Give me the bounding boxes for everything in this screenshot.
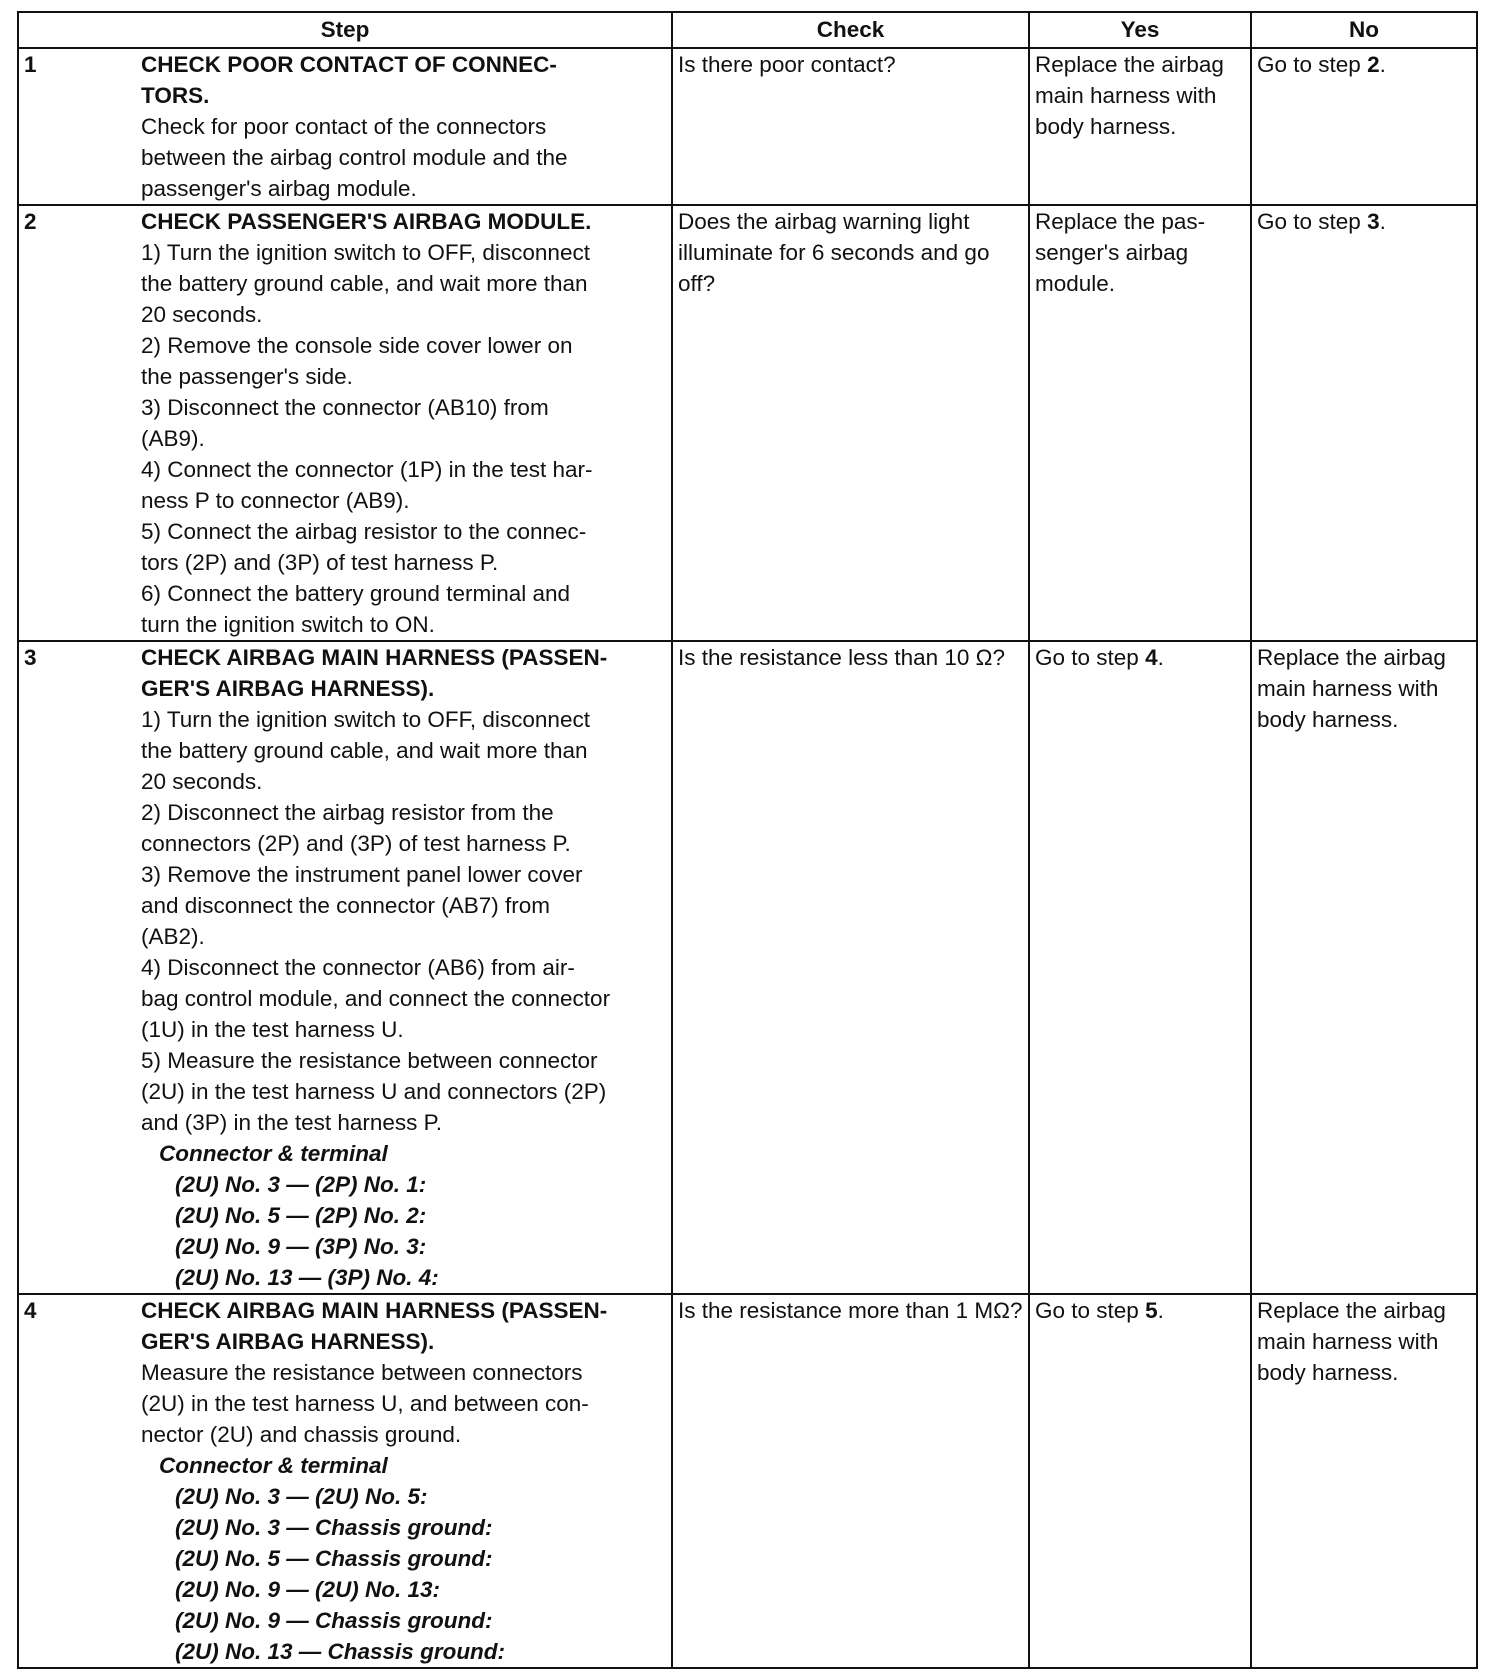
step-text: 1) Turn the ignition switch to OFF, disconnect [141,240,590,265]
goto-suffix: . [1379,52,1386,77]
table-row [18,205,1477,641]
step-title: GER'S AIRBAG HARNESS). [141,1329,435,1354]
step-text: connectors (2P) and (3P) of test harness P. [141,831,571,856]
connector-terminal-value: (2U) No. 9 — (3P) No. 3: [175,1234,427,1259]
connector-terminal-value: (2U) No. 3 — (2P) No. 1: [175,1172,427,1197]
connector-terminal-value: (2U) No. 5 — Chassis ground: [175,1546,493,1571]
step-text: (AB9). [141,426,205,451]
step-text: tors (2P) and (3P) of test harness P. [141,550,499,575]
step-text: and (3P) in the test harness P. [141,1110,443,1135]
connector-terminal-label: Connector & terminal [159,1453,388,1478]
step-text: Measure the resistance between connectors [141,1360,583,1385]
step-text: 4) Connect the connector (1P) in the test har- [141,457,593,482]
header-step: Step [18,12,672,48]
step-text: ness P to connector (AB9). [141,488,410,513]
no-cell: Replace the airbag main harness with body harness. [1251,1294,1477,1668]
goto-suffix: . [1379,209,1386,234]
step-text: 2) Remove the console side cover lower on [141,333,573,358]
step-text: nector (2U) and chassis ground. [141,1422,462,1447]
step-number: 4 [18,1294,136,1668]
header-check: Check [672,12,1029,48]
step-text: the battery ground cable, and wait more than [141,271,588,296]
step-title: CHECK AIRBAG MAIN HARNESS (PASSEN- [141,1298,608,1323]
step-text: between the airbag control module and the [141,145,568,170]
goto-text: Go to step [1035,1298,1146,1323]
step-number: 3 [18,641,136,1294]
step-text: (AB2). [141,924,205,949]
step-text: 6) Connect the battery ground terminal and [141,581,571,606]
step-text: (2U) in the test harness U, and between con- [141,1391,589,1416]
step-instructions [136,1294,672,1668]
goto-suffix: . [1157,1298,1164,1323]
goto-step-number: 3 [1367,209,1380,234]
step-text: 3) Disconnect the connector (AB10) from [141,395,549,420]
step-instructions [136,205,672,641]
step-text: 5) Measure the resistance between connector [141,1048,598,1073]
step-text: 5) Connect the airbag resistor to the connec- [141,519,587,544]
step-text: 1) Turn the ignition switch to OFF, disconnect [141,707,590,732]
table-row [18,48,1477,205]
yes-cell: Replace the pas-senger's airbag module. [1029,205,1251,641]
step-title: CHECK AIRBAG MAIN HARNESS (PASSEN- [141,645,608,670]
no-cell [1251,205,1477,641]
connector-terminal-value: (2U) No. 9 — Chassis ground: [175,1608,493,1633]
connector-terminal-value: (2U) No. 9 — (2U) No. 13: [175,1577,441,1602]
goto-text: Go to step [1257,209,1368,234]
step-number: 2 [18,205,136,641]
goto-step-number: 5 [1145,1298,1158,1323]
yes-cell: Replace the airbag main harness with body harness. [1029,48,1251,205]
header-row [18,12,1477,48]
step-instructions [136,641,672,1294]
connector-terminal-value: (2U) No. 3 — Chassis ground: [175,1515,493,1540]
step-text: 20 seconds. [141,769,263,794]
step-text: turn the ignition switch to ON. [141,612,435,637]
connector-terminal-label: Connector & terminal [159,1141,388,1166]
table-row [18,1294,1477,1668]
check-cell: Does the airbag warning light illuminate for 6 seconds and go off? [672,205,1029,641]
step-text: Check for poor contact of the connectors [141,114,547,139]
goto-step-number: 2 [1367,52,1380,77]
check-cell: Is the resistance less than 10 Ω? [672,641,1029,1294]
goto-step-number: 4 [1145,645,1158,670]
check-cell: Is there poor contact? [672,48,1029,205]
step-text: (2U) in the test harness U and connectors (2P) [141,1079,607,1104]
step-text: the battery ground cable, and wait more than [141,738,588,763]
goto-text: Go to step [1257,52,1368,77]
step-text: the passenger's side. [141,364,353,389]
step-text: 3) Remove the instrument panel lower cover [141,862,583,887]
step-instructions [136,48,672,205]
step-text: bag control module, and connect the connector [141,986,611,1011]
connector-terminal-value: (2U) No. 13 — Chassis ground: [175,1639,506,1664]
yes-cell [1029,641,1251,1294]
step-title: CHECK POOR CONTACT OF CONNEC- [141,52,557,77]
step-text: passenger's airbag module. [141,176,417,201]
table-row [18,641,1477,1294]
yes-cell [1029,1294,1251,1668]
step-title: TORS. [141,83,210,108]
step-text: (1U) in the test harness U. [141,1017,404,1042]
header-no: No [1251,12,1477,48]
check-cell: Is the resistance more than 1 MΩ? [672,1294,1029,1668]
header-yes: Yes [1029,12,1251,48]
connector-terminal-value: (2U) No. 5 — (2P) No. 2: [175,1203,427,1228]
connector-terminal-value: (2U) No. 13 — (3P) No. 4: [175,1265,439,1290]
goto-suffix: . [1157,645,1164,670]
goto-text: Go to step [1035,645,1146,670]
connector-terminal-value: (2U) No. 3 — (2U) No. 5: [175,1484,428,1509]
no-cell [1251,48,1477,205]
step-text: 20 seconds. [141,302,263,327]
no-cell: Replace the airbag main harness with body harness. [1251,641,1477,1294]
step-title: CHECK PASSENGER'S AIRBAG MODULE. [141,209,592,234]
diagnostic-table [17,11,1478,1669]
step-text: 4) Disconnect the connector (AB6) from air- [141,955,575,980]
step-title: GER'S AIRBAG HARNESS). [141,676,435,701]
step-number: 1 [18,48,136,205]
step-text: 2) Disconnect the airbag resistor from the [141,800,554,825]
step-text: and disconnect the connector (AB7) from [141,893,550,918]
